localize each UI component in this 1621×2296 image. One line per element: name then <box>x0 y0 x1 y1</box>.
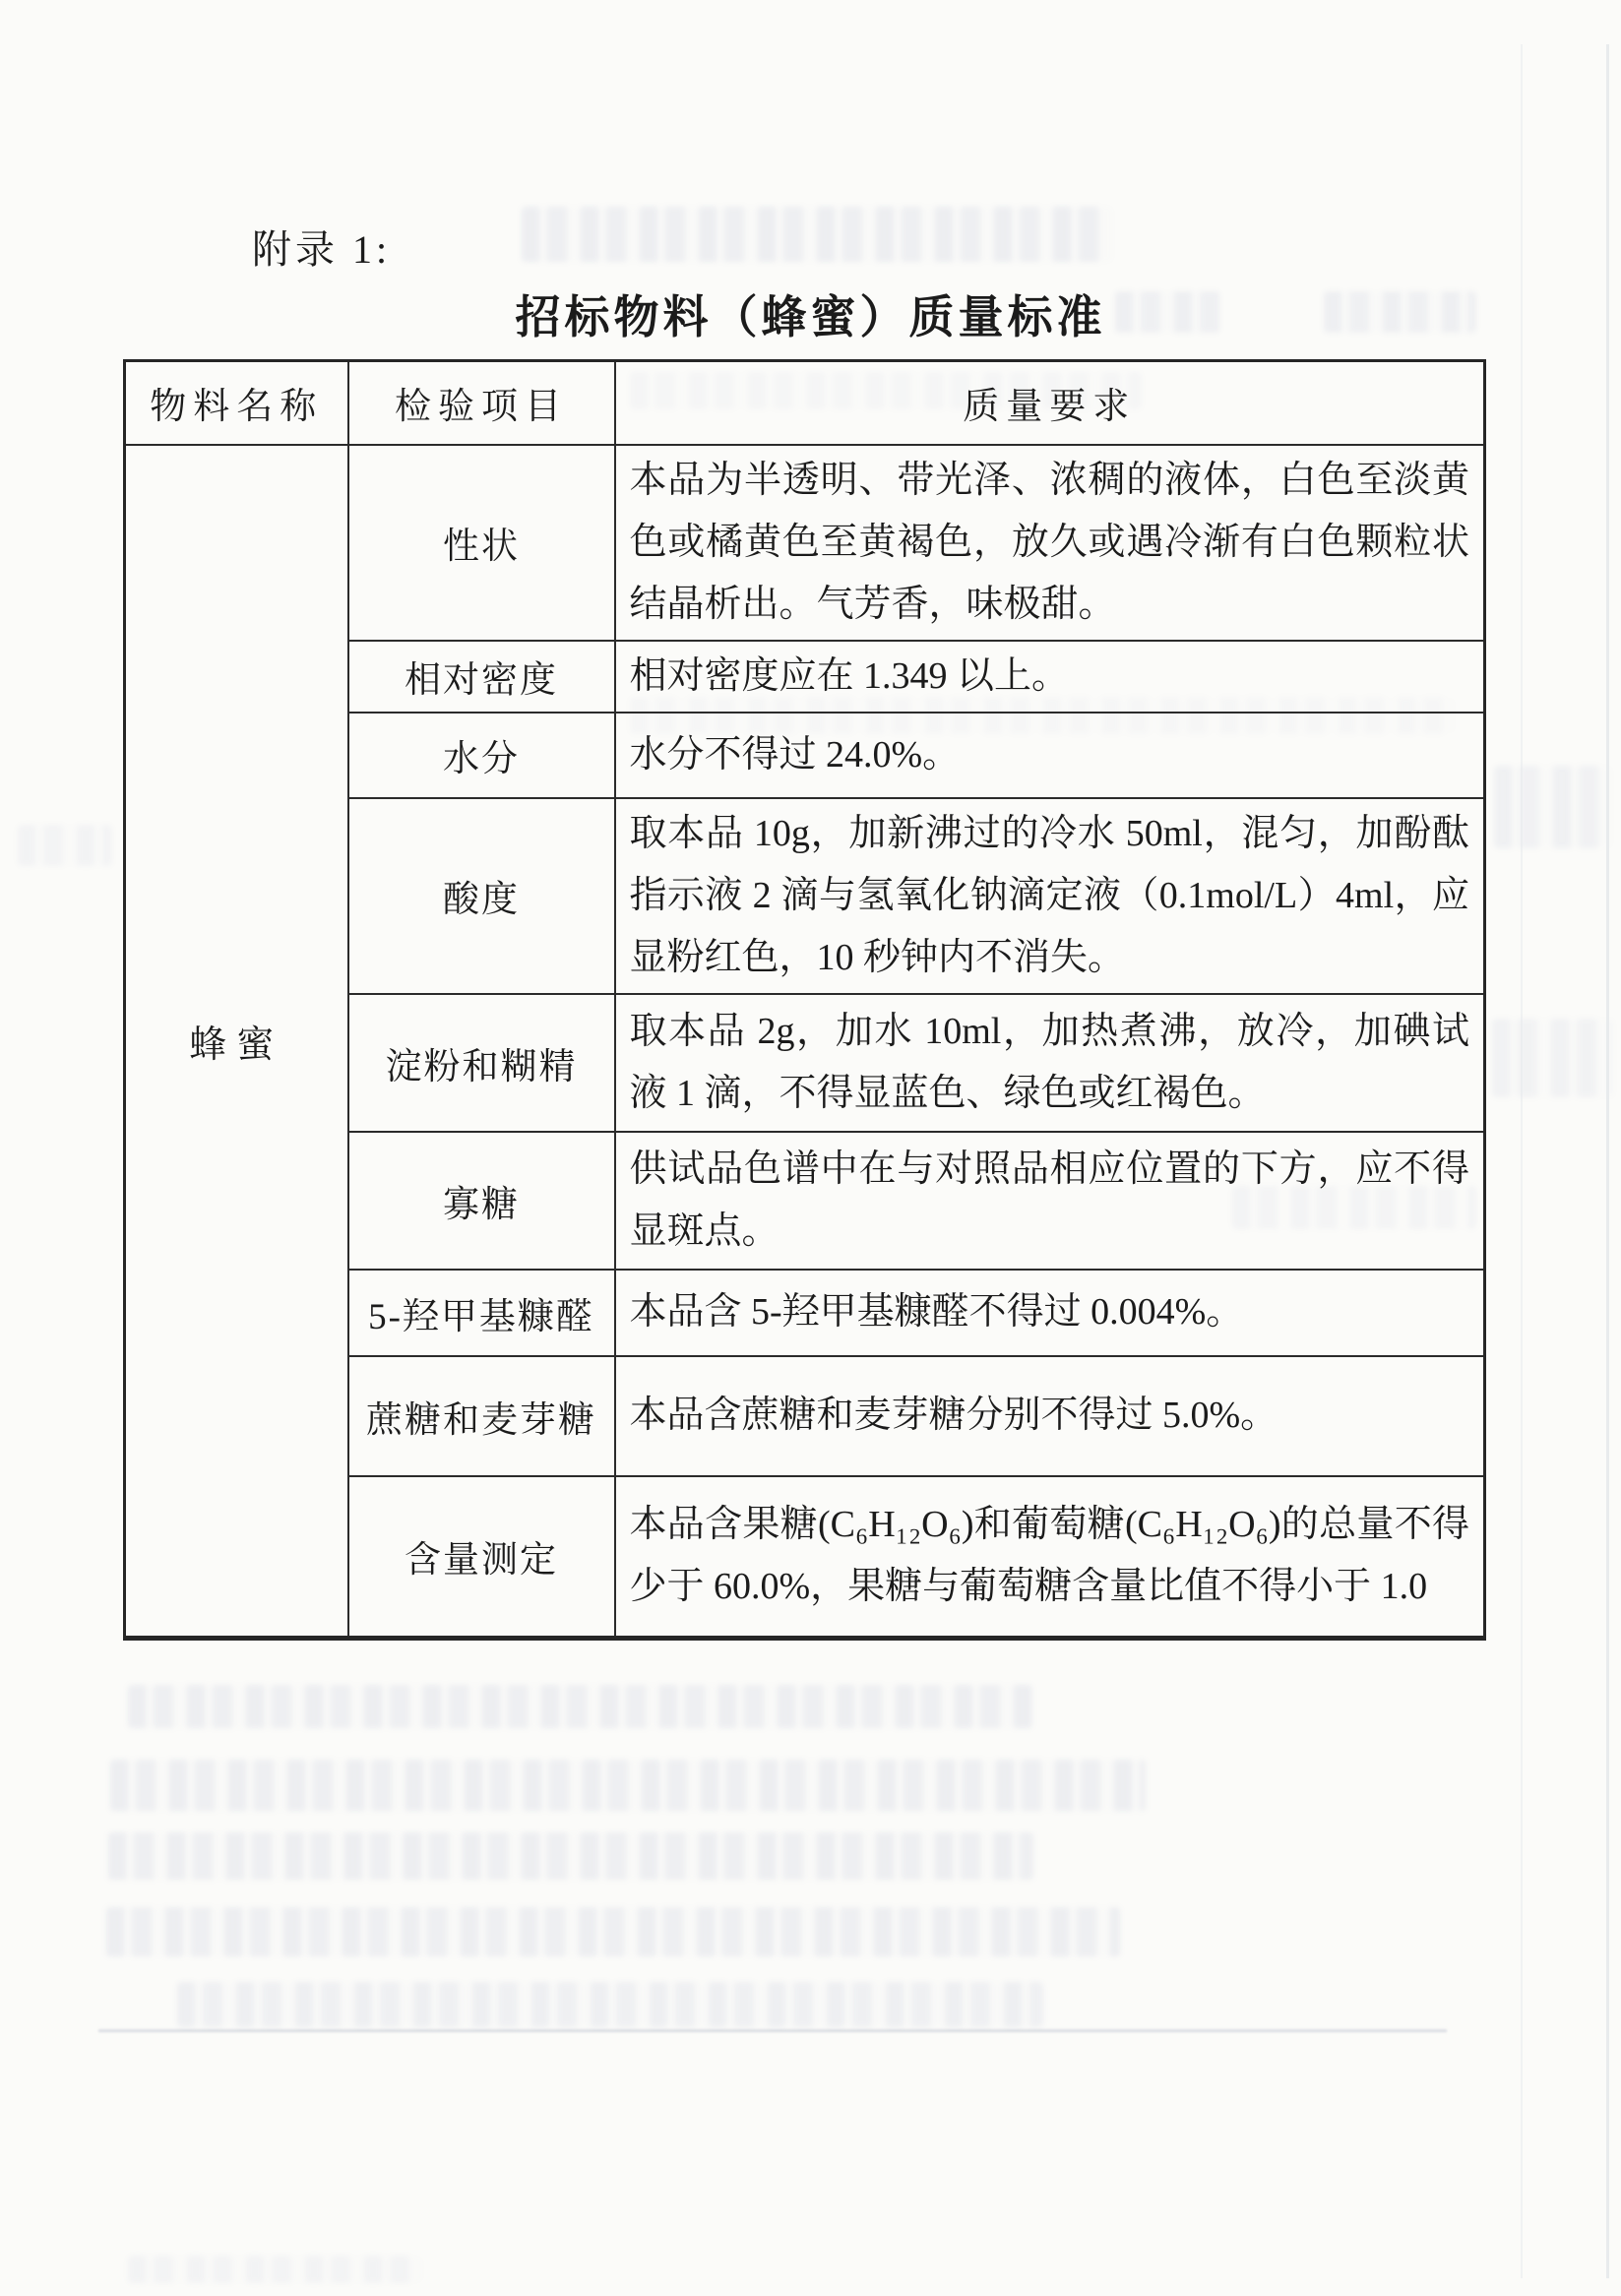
quality-requirement-cell: 本品为半透明、带光泽、浓稠的液体，白色至淡黄色或橘黄色至黄褐色，放久或遇冷渐有白色颗粒状结晶析出。气芳香，味极甜。 <box>615 445 1485 641</box>
quality-requirement-cell: 取本品 2g，加水 10ml，加热煮沸，放冷，加碘试液 1 滴，不得显蓝色、绿色或红褐色。 <box>615 994 1485 1132</box>
quality-requirement-cell: 取本品 10g，加新沸过的冷水 50ml，混匀，加酚酞指示液 2 滴与氢氧化钠滴定液（0.1mol/L）4ml，应显粉红色，10 秒钟内不消失。 <box>615 798 1485 994</box>
table-body <box>125 445 1485 1639</box>
bleedthrough-artifact <box>128 2256 423 2283</box>
scan-streak <box>1606 44 1609 2278</box>
material-name-cell: 蜂蜜 <box>125 445 348 1639</box>
quality-requirement-cell: 本品含 5-羟甲基糠醛不得过 0.004%。 <box>615 1270 1485 1356</box>
quality-requirement-cell: 相对密度应在 1.349 以上。 <box>615 641 1485 713</box>
page-title: 招标物料（蜂蜜）质量标准 <box>515 292 1106 342</box>
inspection-item-cell: 水分 <box>348 713 615 798</box>
quality-standard-table <box>123 359 1486 1641</box>
appendix-label: 附录 1: <box>252 227 392 272</box>
table-row <box>125 445 1485 641</box>
inspection-item-cell: 性状 <box>348 445 615 641</box>
bleedthrough-artifact <box>177 1982 1043 2027</box>
bleedthrough-artifact <box>1494 766 1612 848</box>
quality-requirement-cell: 本品含果糖(C₆H₁₂O₆)和葡萄糖(C₆H₁₂O₆)的总量不得少于 60.0%，果糖与葡萄糖含量比值不得小于 1.0 <box>615 1476 1485 1639</box>
quality-requirement-cell: 供试品色谱中在与对照品相应位置的下方，应不得显斑点。 <box>615 1132 1485 1270</box>
bleedthrough-artifact <box>522 207 1112 262</box>
bleedthrough-line <box>98 2029 1447 2032</box>
inspection-item-cell: 5-羟甲基糠醛 <box>348 1270 615 1356</box>
bleedthrough-artifact <box>106 1907 1120 1956</box>
table-header <box>125 361 1485 445</box>
bleedthrough-artifact <box>128 1685 1033 1728</box>
inspection-item-cell: 寡糖 <box>348 1132 615 1270</box>
header-inspection-item: 检验项目 <box>348 361 615 445</box>
inspection-item-cell: 酸度 <box>348 798 615 994</box>
quality-requirement-cell: 水分不得过 24.0%。 <box>615 713 1485 798</box>
scan-streak <box>1521 44 1523 2278</box>
header-quality-requirement: 质量要求 <box>615 361 1485 445</box>
inspection-item-cell: 淀粉和糊精 <box>348 994 615 1132</box>
bleedthrough-artifact <box>110 1760 1146 1811</box>
inspection-item-cell: 含量测定 <box>348 1476 615 1639</box>
bleedthrough-artifact <box>1492 1019 1612 1097</box>
inspection-item-cell: 蔗糖和麦芽糖 <box>348 1356 615 1476</box>
inspection-item-cell: 相对密度 <box>348 641 615 713</box>
bleedthrough-artifact <box>108 1832 1033 1880</box>
quality-requirement-cell: 本品含蔗糖和麦芽糖分别不得过 5.0%。 <box>615 1356 1485 1476</box>
header-row <box>125 361 1485 445</box>
bleedthrough-artifact <box>18 825 112 866</box>
header-material-name: 物料名称 <box>125 361 348 445</box>
